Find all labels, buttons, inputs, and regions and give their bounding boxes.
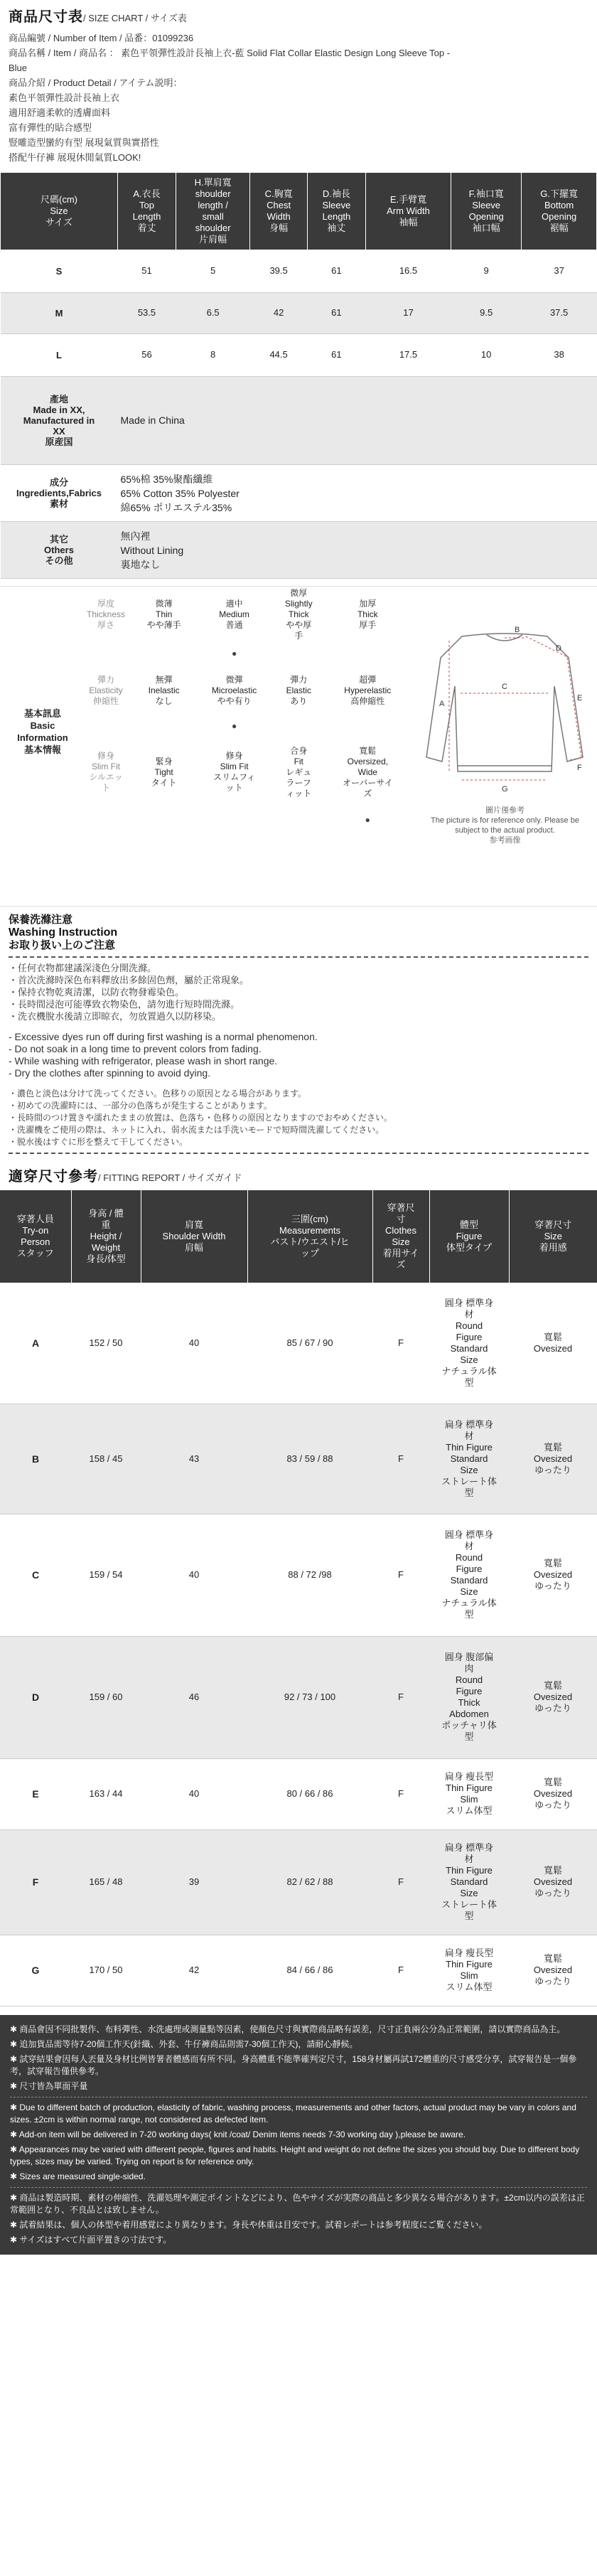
option-thick: 加厚 Thick 厚手 [357,599,378,630]
fitting-heading [0,1158,597,1190]
fit-header-cell: 體型 Figure 体型タイプ [429,1190,509,1283]
option-thin: 微薄 Thin やや薄手 [146,599,181,630]
fit-header-cell: 穿著人員 Try-on Person スタッフ [0,1190,71,1283]
product-line: Blue [9,63,28,73]
diagram-caption: 圖片僅參考 The picture is for reference only. Please be subject to the actual product. 参考画像 [431,806,579,845]
note-cn: ✱ 試穿結果會因每人丟量及身材比例皆署者體感而有所不同。身高體重不能準確判定尺寸，158身材屬再試172體重的尺寸感受分享，試穿報告是一個參考，試穿報告僅供參考。 [10,2053,577,2076]
diagram-letter: A [439,700,445,708]
divider [10,2187,587,2188]
fit-row: C 159 / 54 40 88 / 72 /98 F 圓身 標準身 材 Round Figure Standard Size ナチュラル体 型 寬鬆 Ovesized ゆったり [0,1514,597,1636]
basic-info-table [78,588,412,832]
page-title: 商品尺寸表 [9,9,83,25]
page-subtitle: / SIZE CHART / サイズ表 [83,13,187,23]
fit-row: E 163 / 44 40 80 / 66 / 86 F 扁身 瘦長型 Thin Figure Slim スリム体型 寬鬆 Ovesized ゆったり [0,1758,597,1829]
fit-header-cell: 肩寬 Shoulder Width 肩幅 [141,1190,247,1283]
note-en: ✱ Add-on item will be delivered in 7-20 working days( knit /coat/ Denim items needs 7-30 working day ),please be aware. [10,2129,466,2139]
garment-diagram [419,615,590,800]
diagram-letter: B [515,626,520,634]
fit-header-cell: 穿著尺寸 Size 着用感 [509,1190,597,1283]
product-line: 富有彈性的貼合感型 [9,122,92,133]
product-line: 商品編號 / Number of Item / 品番：01099236 [9,33,194,43]
fit-row: B 158 / 45 43 83 / 59 / 88 F 扁身 標準身 材 Thin Figure Standard Size ストレート体 型 寬鬆 Ovesized ゆったり [0,1404,597,1514]
material-value: 65%棉 35%聚酯纖維 65% Cotton 35% Polyester 綿65% ポリエステル35% [118,465,597,522]
size-header-cell: A.衣長 Top Length 着丈 [118,173,176,250]
size-chart-heading [0,0,597,31]
care-title-en: Washing Instruction [9,926,118,939]
material-label: 成分 Ingredients,Fabrics 素材 [1,465,118,522]
note-en: ✱ Sizes are measured single-sided. [10,2171,146,2181]
size-header-cell: G.下擺寬 Bottom Opening 裾幅 [522,173,597,250]
option-medium: 適中 Medium 普通 [219,599,249,630]
care-jp: ・濃色と淡色は分けて洗ってください。色移りの原因となる場合があります。 ・初めての洗濯時には、一部分の色落ちが発生することがあります。 ・長時間のつけ置きや濡れたままの放置は、色落ち・色移りの原因となりますのでおやめください。 ・洗濯機をご使用の際は、ネットに入れ、弱水流または手洗いモードで短時間洗濯してください。 ・脱水後はすぐに形を整えて干してください。 [9,1089,393,1147]
note-jp: ✱ 商品は製造時期、素材の伸縮性、洗濯処理や測定ポイントなどにより、色やサイズが実際の商品と多少異なる場合があります。±2cm以内の誤差は正常範囲となり、不良品とは致しません。 [10,2192,585,2215]
fit-label: 修身 Slim Fit シルエッ ト [89,751,123,793]
diagram-letter: D [556,644,561,653]
basic-info [0,586,597,906]
thickness-label: 厚度 Thickness 厚さ [86,599,126,630]
option-tight: 緊身 Tight タイト [151,756,177,788]
option-hyperelastic: 超彈 Hyperelastic 高伸縮性 [344,674,392,706]
care-title-jp: お取り扱い上のご注意 [9,939,116,951]
note-cn: ✱ 商品會因不同批製作、布料彈性、水洗處理或測量點等因素，使顏色尺寸與實際商品略有誤差，尺寸正負兩公分為正常範圍，請以實際商品為主。 [10,2024,566,2034]
fitting-subtitle: / FITTING REPORT / サイズガイド [98,1172,242,1183]
option-fit: 合身 Fit レギュ ラーフ ィット [286,745,312,798]
fit-row: F 165 / 48 39 82 / 62 / 88 F 扁身 標準身 材 Thin Figure Standard Size ストレート体 型 寬鬆 Ovesized ゆったり [0,1829,597,1935]
product-line: 搭配牛仔褲 展現休閒氣質LOOK! [9,152,141,163]
size-header-cell: D.袖長 Sleeve Length 袖丈 [307,173,365,250]
note-cn: ✱ 追加貨品需等待7-20個工作天(針織、外套、牛仔褲商品則需7-30個工作天)，請耐心靜候。 [10,2038,358,2049]
size-header-cell: E.手臂寬 Arm Width 袖幅 [365,173,451,250]
notes-panel [0,2015,597,2255]
option-slightly-thick: 微厚 Slightly Thick やや厚 手 [284,588,313,641]
product-line: 商品介紹 / Product Detail / アイテム説明： [9,78,183,88]
size-header-cell: C.胸寬 Chest Width 身幅 [250,173,308,250]
size-header-cell: H.單肩寬 shoulder length / small shoulder 片肩幅 [176,173,249,250]
note-cn: ✱ 尺寸皆為單面平量 [10,2080,88,2091]
care-section [0,906,597,1154]
fitting-table [0,1190,597,2006]
diagram-letter: E [577,694,583,702]
diagram-letter: C [502,683,507,691]
other-value: 無內裡 Without Lining 裏地なし [118,522,597,579]
size-table [0,172,597,579]
divider [9,1153,588,1154]
origin-row [1,377,597,465]
care-title-cn: 保養洗滌注意 [9,914,73,926]
diagram-letter: G [502,785,508,793]
fit-header-cell: 三圍(cm) Measurements バスト/ウエスト/ヒ ップ [247,1190,372,1283]
size-row: M 53.5 6.5 42 61 17 9.5 37.5 [1,293,597,334]
note-jp: ✱ サイズはすべて片面平置きの寸法です。 [10,2234,172,2245]
origin-label: 產地 Made in XX, Manufactured in XX 原産国 [1,377,118,465]
diagram-letter: F [577,764,582,772]
selected-dot: ● [231,720,237,731]
size-row: L 56 8 44.5 61 17.5 10 38 [1,334,597,377]
option-microelastic: 微彈 Microelastic やや有り [211,674,257,706]
option-elastic: 彈力 Elastic あり [286,674,311,706]
fit-row: D 159 / 60 46 92 / 73 / 100 F 圓身 腹部偏 肉 Round Figure Thick Abdomen ポッチャリ体 型 寬鬆 Ovesized ゆったり [0,1636,597,1758]
fit-header-cell: 身高 / 體 重 Height / Weight 身長/体型 [71,1190,141,1283]
selected-dot: ● [231,648,237,658]
size-header-cell: 尺碼(cm) Size サイズ [1,173,118,250]
option-slim-fit: 修身 Slim Fit スリムフィ ット [213,751,256,793]
note-en: ✱ Appearances may be varied with different people, figures and habits. Height and weight do not define the sizes you should buy. Due to different body types, sizes may be varied. Trying on report is for reference only. [10,2144,580,2166]
product-info [0,31,597,169]
product-line: 豎雕造型蠻約有型 展現氣質與實搭性 [9,137,159,148]
selected-dot: ● [365,814,370,825]
option-inelastic: 無彈 Inelastic なし [148,674,180,706]
divider [9,956,588,958]
care-en: - Excessive dyes run off during first washing is a normal phenomenon. - Do not soak in a long time to prevent colors from fading. - While washing with refrigerator, please wash in short range. - Dry the clothes after spinning to avoid dying. [9,1031,318,1079]
size-header-cell: F.袖口寬 Sleeve Opening 袖口幅 [451,173,522,250]
product-line: 商品名稱 / Item / 商品名 ： 素色平領彈性設計長袖上衣-藍 Solid Flat Collar Elastic Design Long Sleeve Top - [9,48,451,58]
product-line: 素色平領彈性設計長袖上衣 [9,92,120,103]
material-row [1,465,597,522]
option-oversized: 寬鬆 Oversized, Wide オーバーサイ ズ [343,745,393,798]
care-cn: ・任何衣物都建議深淺色分開洗滌。 ・首次洗滌時深色布料釋放出多餘固色劑，屬於正常現象。 ・保持衣物乾爽清潔，以防衣物發霉染色。 ・長時間浸泡可能導致衣物染色，請勿進行短時間洗滌。 ・洗衣機脫水後請立即晾衣，勿放置過久以防移染。 [9,963,249,1022]
product-line: 適用舒適柔軟的透膚面料 [9,107,111,118]
fit-header-cell: 穿著尺 寸 Clothes Size 着用サイ ズ [372,1190,429,1283]
other-label: 其它 Others その他 [1,522,118,579]
elasticity-label: 彈力 Elasticity 伸縮性 [89,674,123,706]
origin-value: Made in China [118,377,597,465]
fit-row: A 152 / 50 40 85 / 67 / 90 F 圓身 標準身 材 Round Figure Standard Size ナチュラル体 型 寬鬆 Ovesized [0,1283,597,1404]
note-jp: ✱ 試着結果は、個人の体型や着用感覚により異なります。身長や体重は目安です。試着レポートは参考程度にご覧ください。 [10,2219,488,2230]
fit-row: G 170 / 50 42 84 / 66 / 86 F 扁身 瘦長型 Thin Figure Slim スリム体型 寬鬆 Ovesized ゆったり [0,1935,597,2006]
basic-info-label: 基本訊息 Basic Information 基本情報 [17,708,68,755]
fitting-title: 適穿尺寸參考 [9,1169,98,1185]
other-row [1,522,597,579]
size-row: S 51 5 39.5 61 16.5 9 37 [1,250,597,293]
note-en: ✱ Due to different batch of production, elasticity of fabric, washing process, measurements and other factors, actual product may be vary in colors and sizes. ±2cm is within normal range, not considered as defected item. [10,2102,576,2125]
